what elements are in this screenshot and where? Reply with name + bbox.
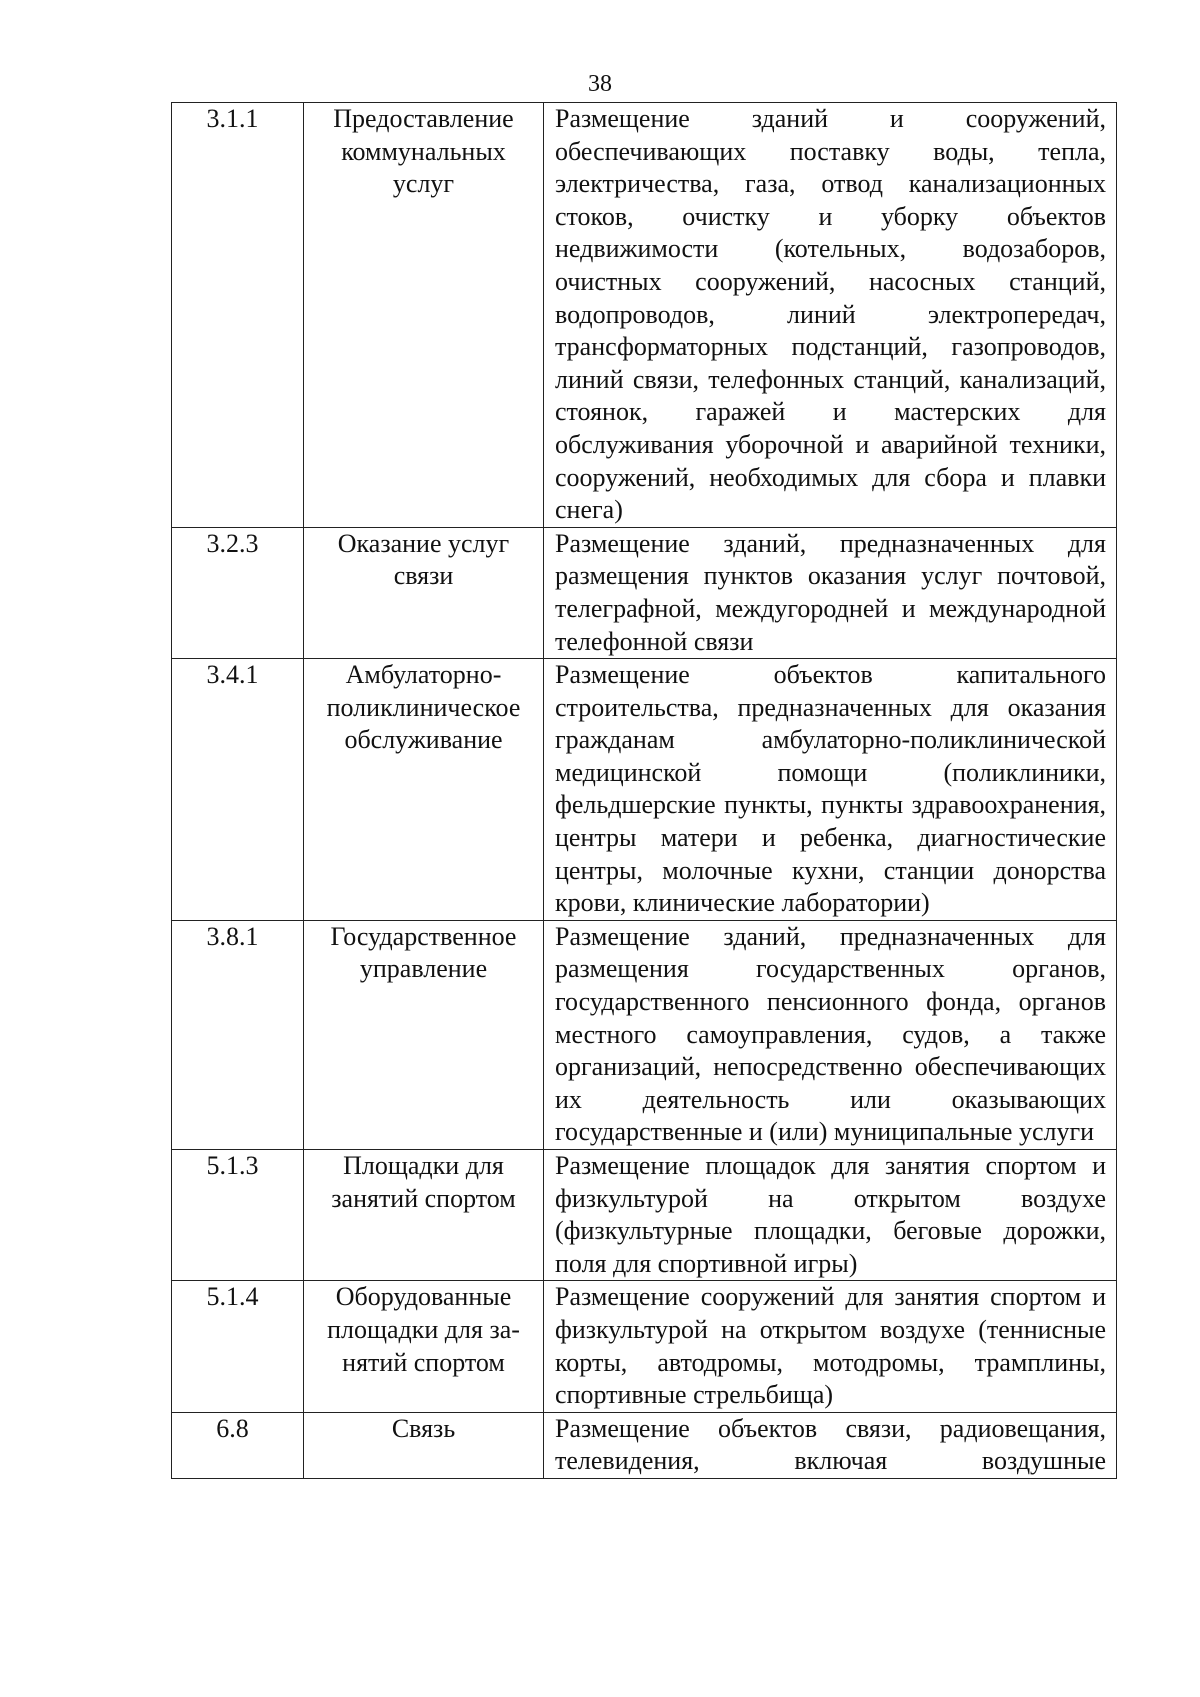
row-name: Площадки для занятий спортом <box>304 1150 544 1281</box>
table-row <box>172 103 1117 528</box>
row-name: Государственное управление <box>304 920 544 1149</box>
land-use-table <box>171 102 1117 1479</box>
table-row <box>172 1150 1117 1281</box>
table-row <box>172 1412 1117 1478</box>
table-row <box>172 1281 1117 1412</box>
row-name: Оборудованные площадки для за-нятий спортом <box>304 1281 544 1412</box>
row-code: 5.1.4 <box>172 1281 304 1412</box>
row-code: 3.4.1 <box>172 659 304 921</box>
row-description: Размещение площадок для занятия спортом и физкультурой на открытом воздухе (физкультурные площадки, беговые дорожки, поля для спортивной игры) <box>544 1150 1117 1281</box>
row-description: Размещение объектов связи, радиовещания, телевидения, включая воздушные <box>544 1412 1117 1478</box>
table-row <box>172 527 1117 658</box>
table-row <box>172 920 1117 1149</box>
row-code: 6.8 <box>172 1412 304 1478</box>
row-name: Связь <box>304 1412 544 1478</box>
row-code: 3.1.1 <box>172 103 304 528</box>
row-name: Оказание услуг связи <box>304 527 544 658</box>
row-name: Предоставление коммунальных услуг <box>304 103 544 528</box>
table-row <box>172 659 1117 921</box>
row-description: Размещение зданий, предназначенных для размещения пунктов оказания услуг почтовой, телеграфной, междугородней и международной телефонной связи <box>544 527 1117 658</box>
row-code: 3.8.1 <box>172 920 304 1149</box>
row-description: Размещение сооружений для занятия спортом и физкультурой на открытом воздухе (теннисные корты, автодромы, мотодромы, трамплины, спортивные стрельбища) <box>544 1281 1117 1412</box>
row-description: Размещение объектов капитального строительства, предназначенных для оказания гражданам амбулаторно-поликлинической медицинской помощи (поликлиники, фельдшерские пункты, пункты здравоохранения, центры матери и ребенка, диагностические центры, молочные кухни, станции донорства крови, клинические лаборатории) <box>544 659 1117 921</box>
row-description: Размещение зданий и сооружений, обеспечивающих поставку воды, тепла, электричества, газа, отвод канализационных стоков, очистку и уборку объектов недвижимости (котельных, водозаборов, очистных сооружений, насосных станций, водопроводов, линий электропередач, трансформаторных подстанций, газопроводов, линий связи, телефонных станций, канализаций, стоянок, гаражей и мастерских для обслуживания уборочной и аварийной техники, сооружений, необходимых для сбора и плавки снега) <box>544 103 1117 528</box>
row-code: 5.1.3 <box>172 1150 304 1281</box>
page-number: 38 <box>588 71 612 97</box>
row-description: Размещение зданий, предназначенных для размещения государственных органов, государственного пенсионного фонда, органов местного самоуправления, судов, а также организаций, непосредственно обеспечивающих их деятельность или оказывающих государственные и (или) муниципальные услуги <box>544 920 1117 1149</box>
row-code: 3.2.3 <box>172 527 304 658</box>
row-name: Амбулаторно-поликлиническое обслуживание <box>304 659 544 921</box>
